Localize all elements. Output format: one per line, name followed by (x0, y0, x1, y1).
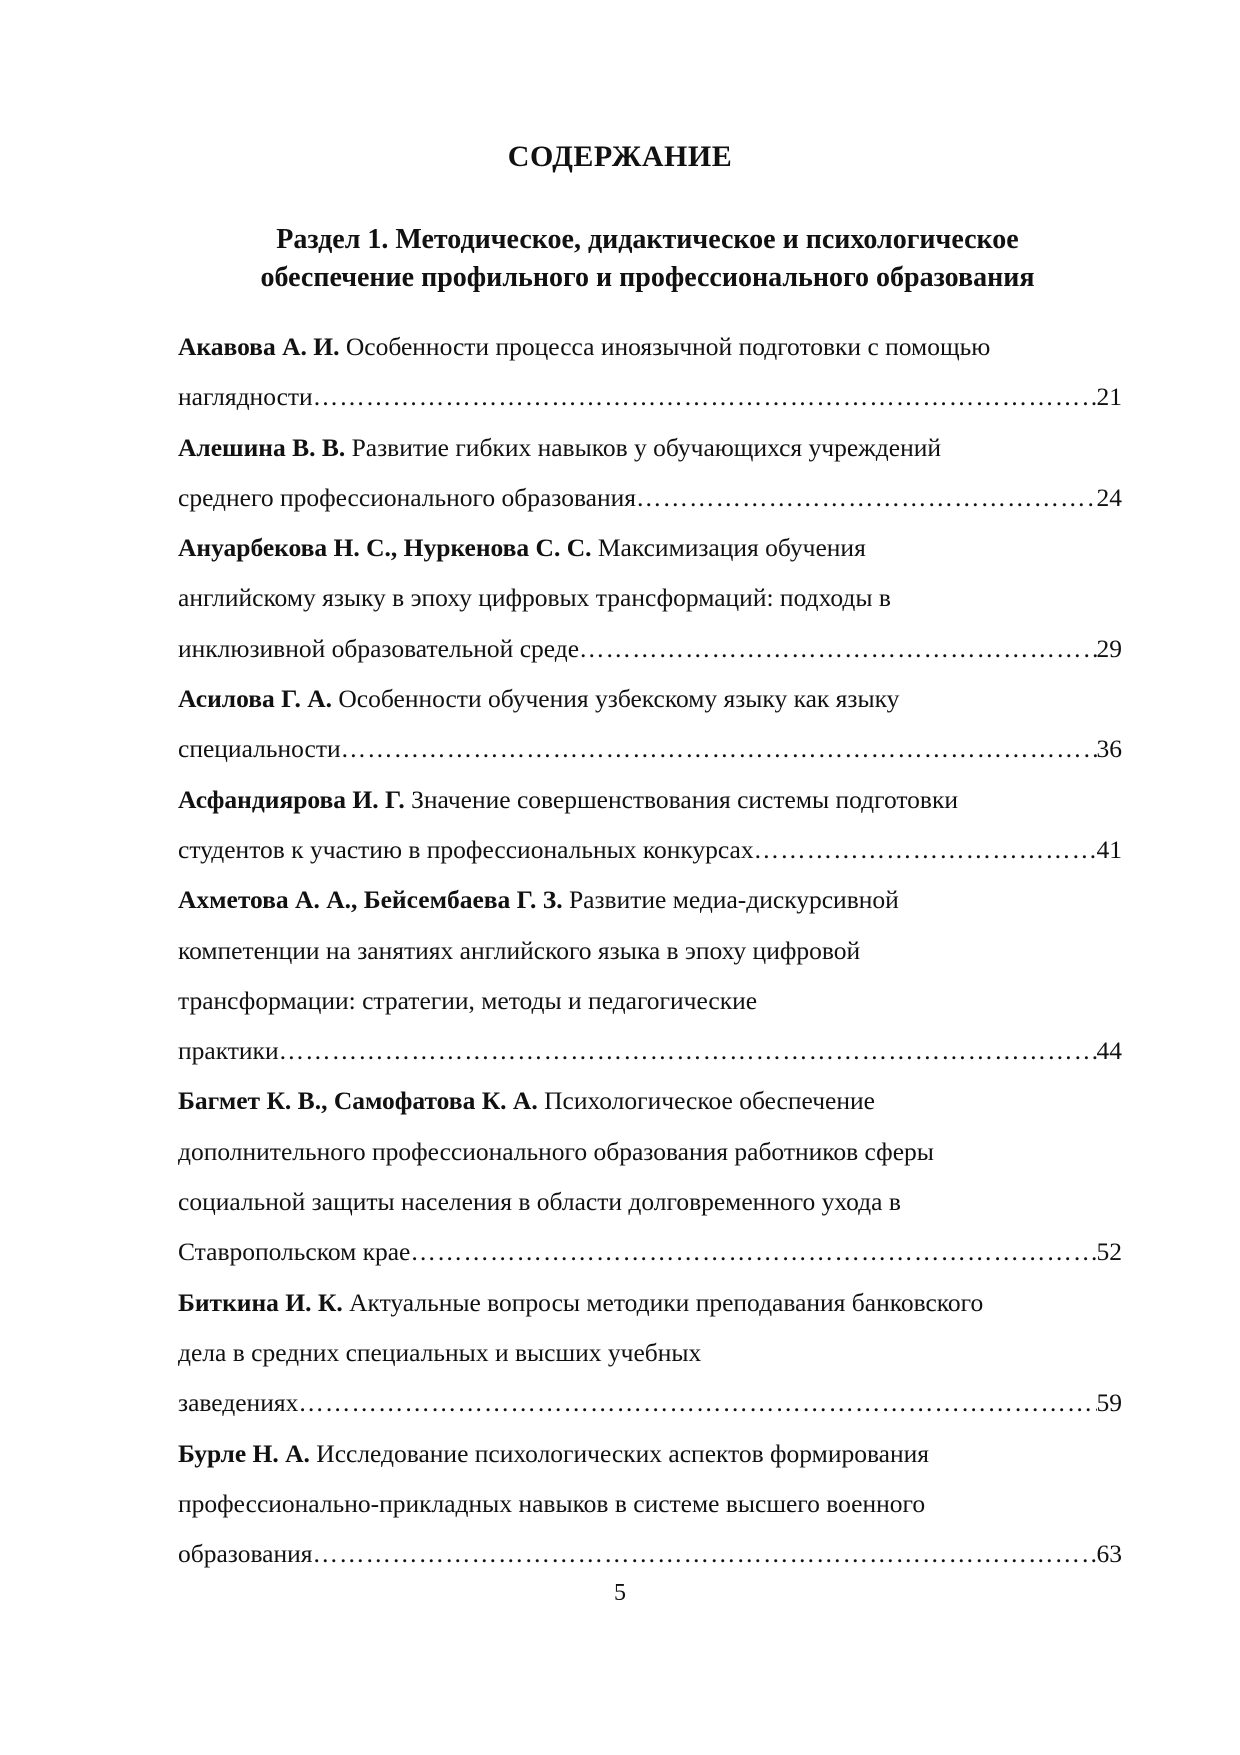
toc-entry[interactable] (178, 322, 1122, 423)
toc-entry-page-number: 59 (1096, 1388, 1122, 1418)
section-heading (150, 221, 1145, 297)
toc-entry-authors: Алешина В. В. (178, 432, 346, 462)
toc-entry-page-number: 21 (1096, 382, 1122, 412)
toc-entry-last-line (178, 624, 1122, 674)
toc-entry-authors: Биткина И. К. (178, 1287, 343, 1317)
toc-entry-title-start: Актуальные вопросы методики преподавания банковского (349, 1287, 984, 1317)
toc-entry-authors: Асфандиярова И. Г. (178, 784, 405, 814)
toc-entry-first-line (178, 322, 1122, 372)
toc-entry-title-end: наглядности (178, 382, 313, 412)
toc-entry-last-line (178, 473, 1122, 523)
toc-entry-first-line (178, 423, 1122, 473)
toc-entry-title-end: среднего профессионального образования (178, 482, 636, 512)
toc-entry-page-number: 63 (1096, 1539, 1122, 1569)
dot-leader (279, 1026, 1097, 1076)
toc-entry-page-number: 41 (1096, 834, 1122, 864)
toc-entry-first-line (178, 674, 1122, 724)
toc-entry-title-line: компетенции на занятиях английского языка в эпоху цифровой (178, 935, 861, 965)
toc-entry-page-number: 24 (1096, 482, 1122, 512)
table-of-contents (178, 322, 1122, 1579)
toc-entry-first-line (178, 1429, 1122, 1479)
toc-entry-title-line: социальной защиты населения в области долговременного ухода в (178, 1187, 901, 1217)
toc-entry-last-line (178, 372, 1122, 422)
toc-entry-title-start: Психологическое обеспечение (544, 1086, 875, 1116)
toc-entry-first-line (178, 1278, 1122, 1328)
dot-leader (298, 1378, 1096, 1428)
toc-entry-authors: Акавова А. И. (178, 332, 340, 361)
toc-entry-title-line: профессионально-прикладных навыков в системе высшего военного (178, 1488, 926, 1518)
toc-entry-page-number: 52 (1096, 1237, 1122, 1267)
toc-entry-title-end: специальности (178, 734, 341, 764)
toc-entry-title-end: практики (178, 1036, 279, 1066)
toc-entry-last-line (178, 1227, 1122, 1277)
page-title: СОДЕРЖАНИЕ (507, 140, 733, 173)
dot-leader (754, 825, 1097, 875)
toc-entry-authors: Багмет К. В., Самофатова К. А. (178, 1086, 538, 1116)
toc-entry-title-line: дополнительного профессионального образования работников сферы (178, 1136, 934, 1166)
dot-leader (410, 1227, 1096, 1277)
toc-entry-authors: Ахметова А. А., Бейсембаева Г. З. (178, 885, 563, 915)
toc-entry[interactable] (178, 1429, 1122, 1580)
toc-entry-title-start: Значение совершенствования системы подготовки (411, 784, 958, 814)
section-heading-line-1: Раздел 1. Методическое, дидактическое и психологическое (276, 224, 1019, 255)
toc-entry[interactable] (178, 775, 1122, 876)
toc-entry-title-end: Ставропольском крае (178, 1237, 411, 1267)
toc-entry[interactable] (178, 1278, 1122, 1429)
dot-leader (579, 624, 1096, 674)
section-heading-line-2: обеспечение профильного и профессионального образования (260, 262, 1035, 293)
toc-entry-title-start: Особенности процесса иноязычной подготовки с помощью (345, 332, 991, 361)
toc-entry-last-line (178, 825, 1122, 875)
dot-leader (313, 372, 1097, 422)
toc-entry-title-end: заведениях (178, 1388, 299, 1418)
toc-entry-title-end: образования (178, 1539, 313, 1569)
toc-entry-title-start: Развитие медиа-дискурсивной (568, 885, 899, 915)
toc-entry-first-line (178, 875, 1122, 925)
toc-entry-authors: Асилова Г. А. (178, 684, 332, 714)
toc-entry-last-line (178, 1026, 1122, 1076)
toc-entry-title-end: инклюзивной образовательной среде (178, 633, 580, 663)
toc-entry-authors: Ануарбекова Н. С., Нуркенова С. С. (178, 533, 592, 563)
toc-entry-first-line (178, 523, 1122, 573)
toc-entry-last-line (178, 724, 1122, 774)
toc-entry-title-start: Максимизация обучения (597, 533, 866, 563)
page-number: 5 (614, 1580, 626, 1606)
toc-entry-title-start: Исследование психологических аспектов формирования (316, 1438, 930, 1468)
toc-entry[interactable] (178, 523, 1122, 674)
toc-entry[interactable] (178, 674, 1122, 775)
toc-entry-title-start: Особенности обучения узбекскому языку как языку (338, 684, 900, 714)
toc-entry[interactable] (178, 1076, 1122, 1277)
toc-entry-title-end: студентов к участию в профессиональных конкурсах (178, 834, 754, 864)
toc-entry-page-number: 29 (1096, 633, 1122, 663)
toc-entry-page-number: 44 (1096, 1036, 1122, 1066)
toc-entry-title-line: трансформации: стратегии, методы и педагогические (178, 985, 758, 1015)
toc-entry[interactable] (178, 423, 1122, 524)
dot-leader (636, 473, 1097, 523)
toc-entry-first-line (178, 775, 1122, 825)
toc-entry-first-line (178, 1076, 1122, 1126)
dot-leader (313, 1529, 1097, 1579)
toc-entry-title-line: английскому языку в эпоху цифровых трансформаций: подходы в (178, 583, 891, 613)
toc-entry-authors: Бурле Н. А. (178, 1438, 310, 1468)
toc-entry-last-line (178, 1529, 1122, 1579)
toc-entry-last-line (178, 1378, 1122, 1428)
toc-entry-title-start: Развитие гибких навыков у обучающихся учреждений (351, 432, 942, 462)
dot-leader (341, 724, 1097, 774)
toc-entry-title-line: дела в средних специальных и высших учебных (178, 1337, 702, 1367)
toc-entry[interactable] (178, 875, 1122, 1076)
toc-entry-page-number: 36 (1096, 734, 1122, 764)
